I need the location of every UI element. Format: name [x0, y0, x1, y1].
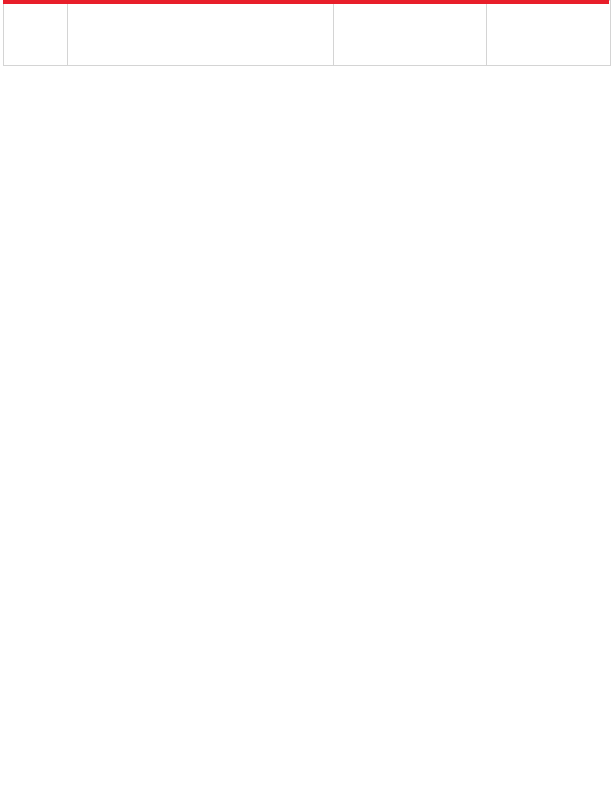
- header-leader: [487, 1, 611, 66]
- header-category: [334, 1, 487, 66]
- project-table: [3, 0, 611, 66]
- table-header-row: [4, 1, 611, 66]
- header-index: [4, 1, 68, 66]
- header-project-name: [68, 1, 334, 66]
